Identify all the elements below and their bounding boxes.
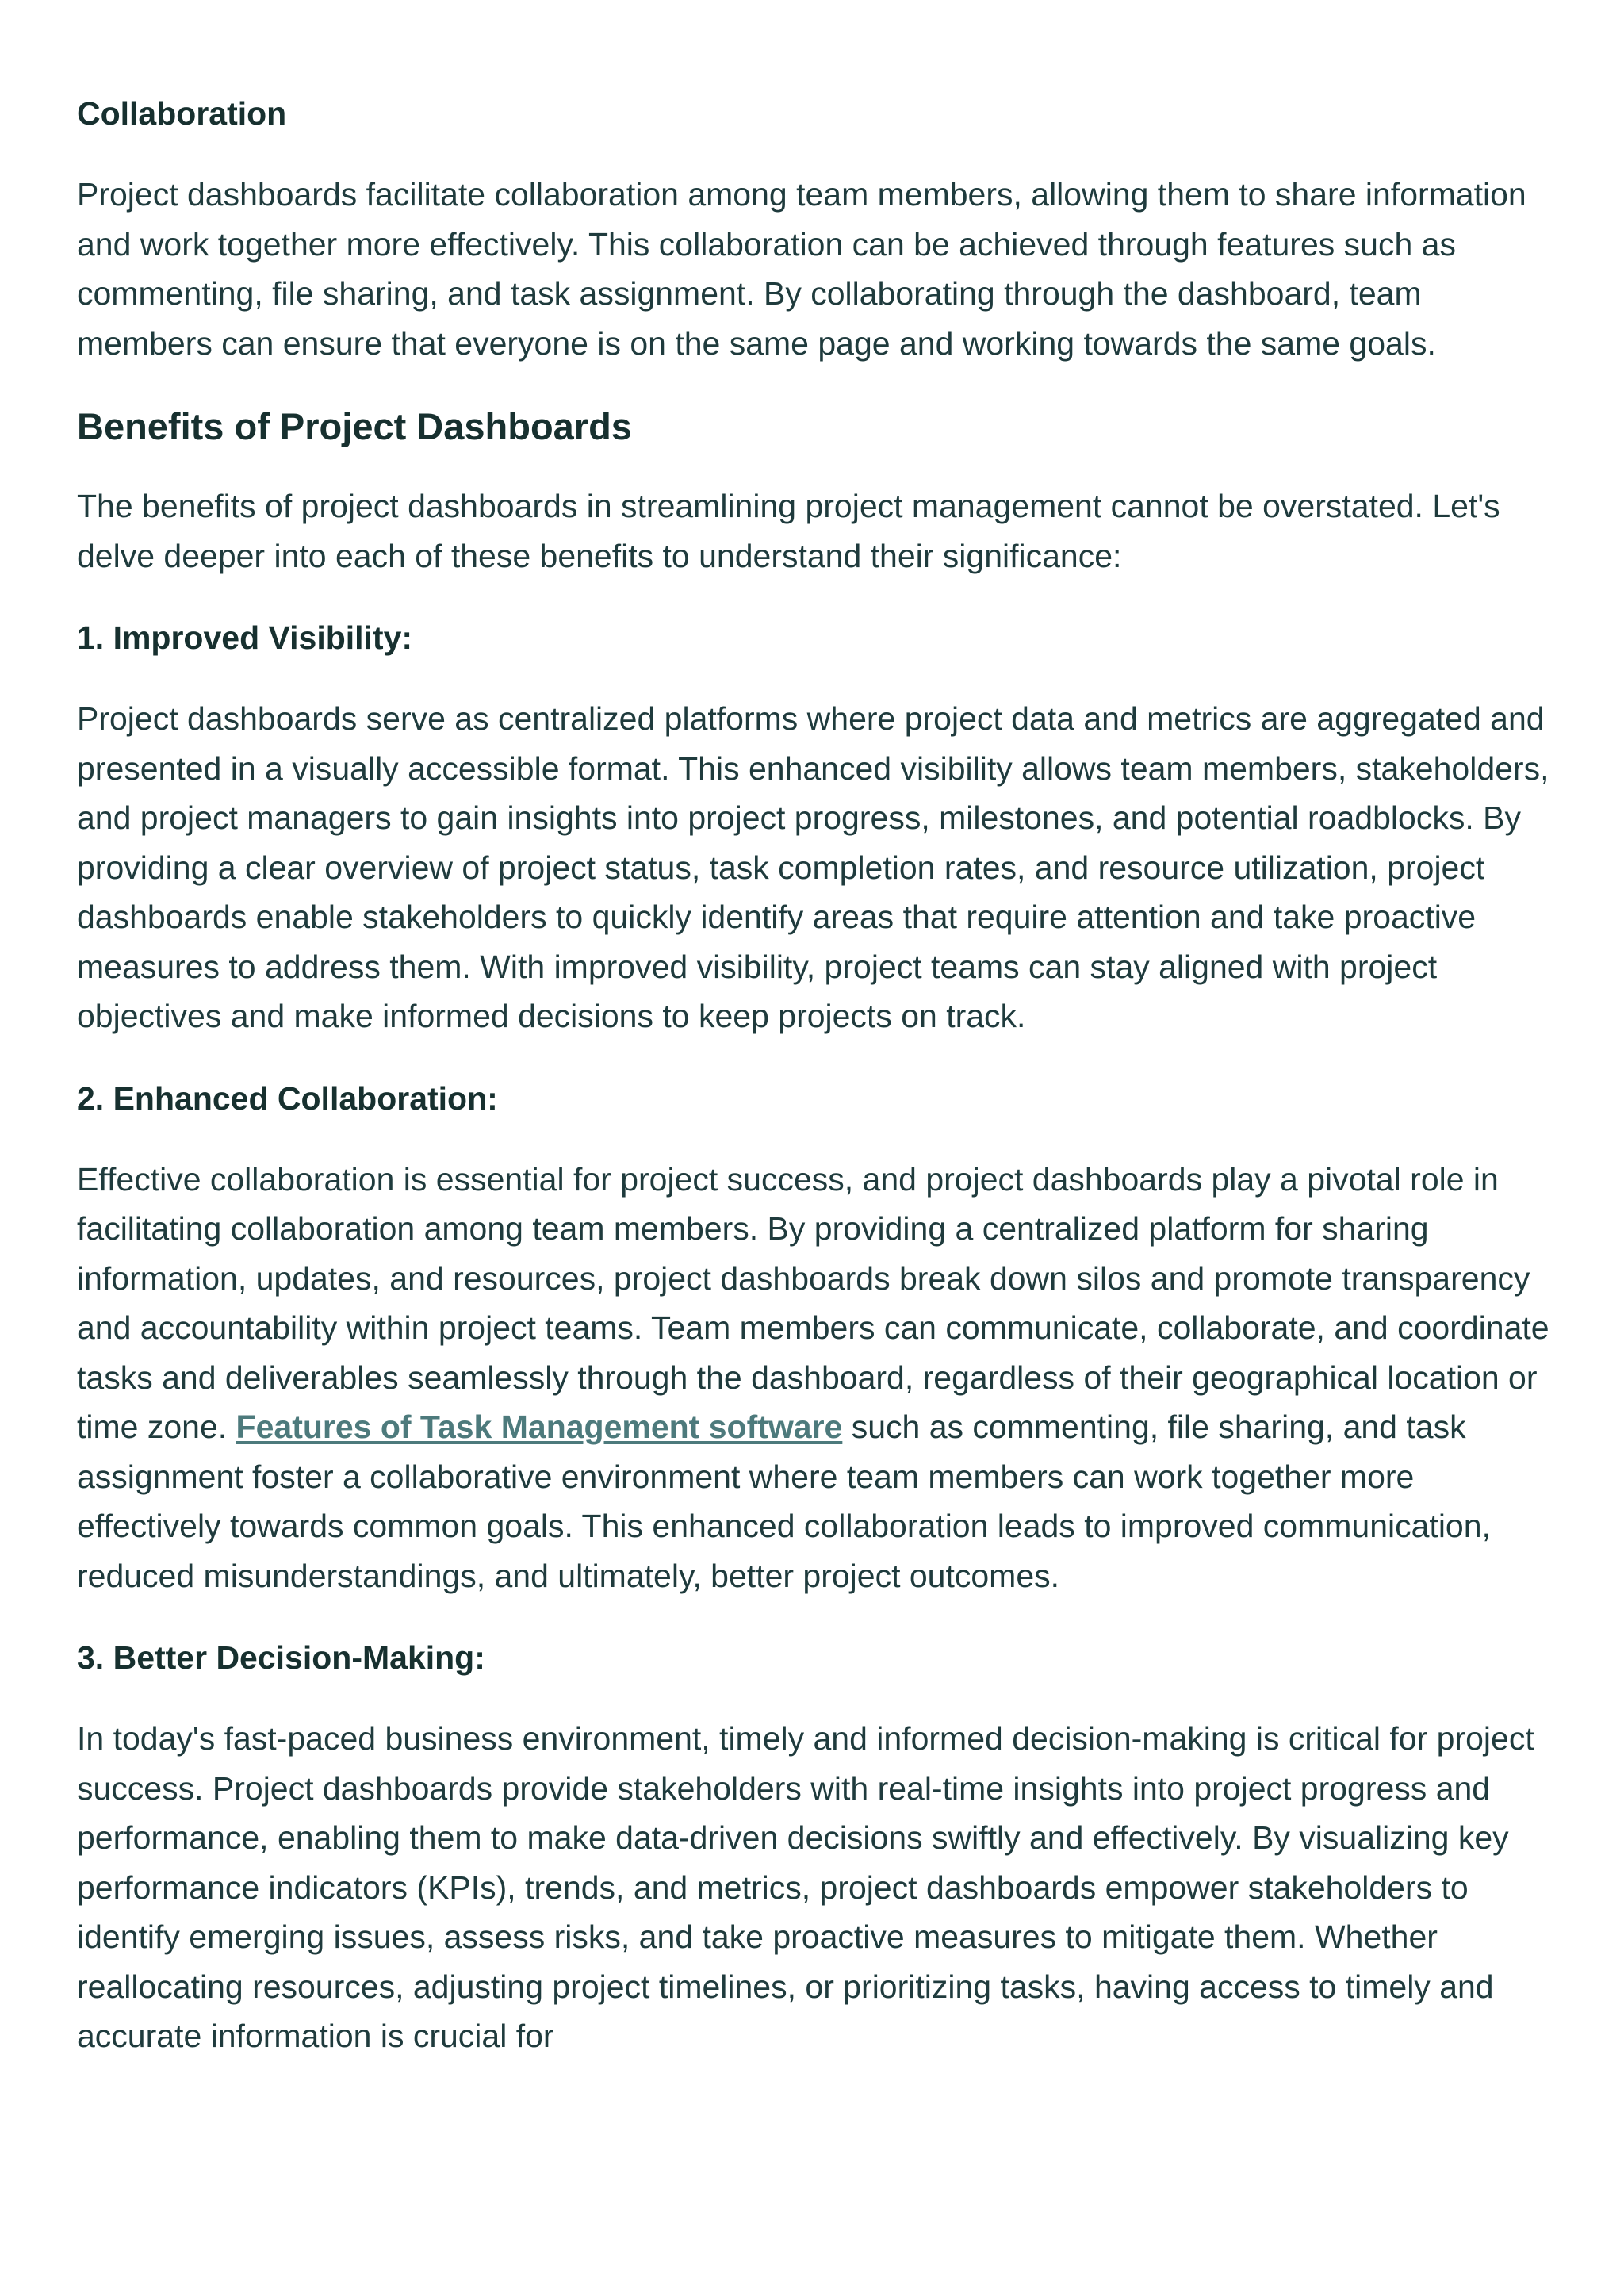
paragraph-text-after-link: such as commenting, file sharing, and task assignment foster a collaborative environment where team members can work together more effectively towards common goals. This enhanced collaboration leads to improved communication, reduced misunderstandings, and ultimately, better project outcomes. xyxy=(77,1409,1491,1594)
subheading-improved-visibility: 1. Improved Visibility: xyxy=(77,619,413,656)
subheading-better-decision-making: 3. Better Decision-Making: xyxy=(77,1639,485,1676)
section-heading-collaboration: Collaboration xyxy=(77,95,287,132)
paragraph-text-before-link: Effective collaboration is essential for project success, and project dashboards play a pivotal role in facilitating collaboration among team members. By providing a centralized platform for sharing information, updates, and resources, project dashboards break down silos and promote transparency and accountability within project teams. Team members can communicate, collaborate, and coordinate tasks and deliverables seamlessly through the dashboard, regardless of their geographical location or time zone. xyxy=(77,1160,1549,1445)
paragraph-collaboration: Project dashboards facilitate collaboration among team members, allowing them to share information and work together more effectively. This collaboration can be achieved through features such as commenting, file sharing, and task assignment. By collaborating through the dashboard, team members can ensure that everyone is on the same page and working towards the same goals. xyxy=(77,176,1526,362)
subheading-enhanced-collaboration: 2. Enhanced Collaboration: xyxy=(77,1079,498,1117)
paragraph-better-decision-making: In today's fast-paced business environment, timely and informed decision-making is critical for project success. Project dashboards provide stakeholders with real-time insights into project progress and performance, enabling them to make data-driven decisions swiftly and effectively. By visualizing key performance indicators (KPIs), trends, and metrics, project dashboards empower stakeholders to identify emerging issues, assess risks, and take proactive measures to mitigate them. Whether reallocating resources, adjusting project timelines, or prioritizing tasks, having access to timely and accurate information is crucial for xyxy=(77,1720,1534,2054)
paragraph-improved-visibility: Project dashboards serve as centralized platforms where project data and metrics are aggregated and presented in a visually accessible format. This enhanced visibility allows team members, stakeholders, and project managers to gain insights into project progress, milestones, and potential roadblocks. By providing a clear overview of project status, task completion rates, and resource utilization, project dashboards enable stakeholders to quickly identify areas that require attention and take proactive measures to address them. With improved visibility, project teams can stay aligned with project objectives and make informed decisions to keep projects on track. xyxy=(77,700,1549,1034)
section-heading-benefits: Benefits of Project Dashboards xyxy=(77,405,632,447)
paragraph-benefits-intro: The benefits of project dashboards in streamlining project management cannot be overstated. Let's delve deeper into each of these benefits to understand their significance: xyxy=(77,488,1500,574)
task-management-features-link[interactable]: Features of Task Management software xyxy=(236,1409,843,1445)
paragraph-enhanced-collaboration xyxy=(77,1155,1559,1601)
